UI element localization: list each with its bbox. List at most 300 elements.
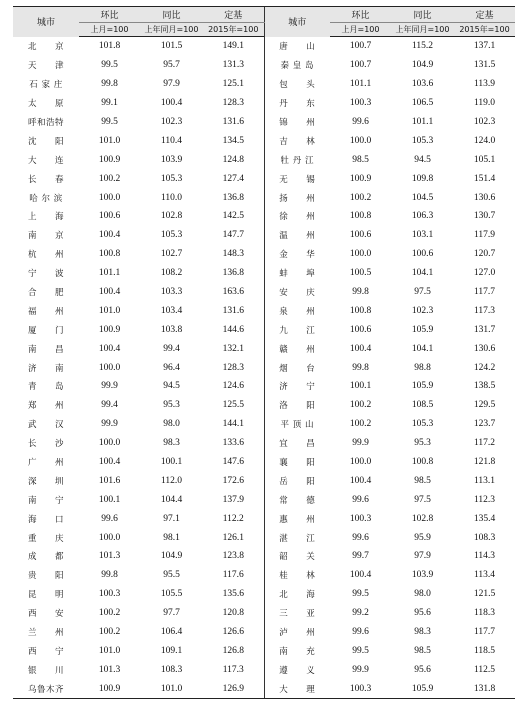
right-base-cell: 105.1 <box>473 154 496 165</box>
header-city-left: 城市 <box>13 7 79 37</box>
left-mom-cell: 101.3 <box>98 664 121 675</box>
left-mom-cell: 99.8 <box>101 570 118 581</box>
right-mom-cell: 100.0 <box>349 135 372 146</box>
right-mom-cell: 100.2 <box>349 400 372 411</box>
right-mom-cell: 100.6 <box>349 324 372 335</box>
left-mom-cell: 99.4 <box>101 400 118 411</box>
right-mom-cell: 100.9 <box>349 173 372 184</box>
left-city-cell: 昆 明 <box>27 590 64 601</box>
left-base-cell: 112.2 <box>222 513 244 524</box>
right-base-cell: 118.5 <box>473 645 496 656</box>
right-yoy-cell: 98.0 <box>414 589 431 600</box>
header-city-right: 城市 <box>264 7 330 37</box>
right-yoy-cell: 97.9 <box>414 551 431 562</box>
right-yoy-cell: 100.8 <box>411 457 434 468</box>
table-row <box>13 471 515 490</box>
left-mom-cell: 99.6 <box>101 513 118 524</box>
table-row <box>13 264 515 283</box>
right-yoy-cell: 103.1 <box>411 230 434 241</box>
left-mom-cell: 101.8 <box>98 41 121 52</box>
right-base-cell: 102.3 <box>473 117 496 127</box>
left-base-cell: 137.9 <box>222 494 244 505</box>
right-yoy-cell: 97.5 <box>414 287 431 298</box>
right-mom-cell: 100.7 <box>349 60 372 71</box>
left-mom-cell: 100.3 <box>98 589 121 600</box>
right-yoy-cell: 104.5 <box>411 192 434 203</box>
right-base-cell: 112.3 <box>473 494 496 505</box>
right-mom-cell: 100.2 <box>349 192 372 203</box>
right-yoy-cell: 105.9 <box>411 324 434 335</box>
left-base-cell: 136.8 <box>222 192 244 203</box>
left-mom-cell: 100.0 <box>98 362 121 373</box>
left-yoy-cell: 96.4 <box>163 362 180 373</box>
right-city-cell: 韶 关 <box>264 547 330 566</box>
subheader-base-right: 2015年=100 <box>454 23 515 37</box>
left-base-cell: 147.7 <box>222 230 244 241</box>
right-base-cell: 131.5 <box>473 60 496 71</box>
left-yoy-cell: 97.9 <box>163 79 180 90</box>
left-yoy-cell: 95.7 <box>163 60 180 71</box>
right-city-cell: 遵 义 <box>264 660 330 679</box>
subheader-yoy-right: 上年同月=100 <box>391 23 454 37</box>
table-row <box>13 660 515 679</box>
right-base-cell: 118.3 <box>473 608 496 619</box>
right-base-cell: 123.7 <box>473 419 496 430</box>
right-base-cell: 137.1 <box>473 41 496 52</box>
right-base-cell: 131.8 <box>454 679 515 698</box>
left-mom-cell: 101.0 <box>98 305 121 316</box>
left-base-cell: 117.3 <box>222 664 244 675</box>
table-row <box>13 679 515 698</box>
right-yoy-cell: 100.6 <box>411 249 434 260</box>
left-yoy-cell: 94.5 <box>163 381 180 392</box>
left-yoy-cell: 101.5 <box>160 41 183 52</box>
left-city-cell: 天 津 <box>27 61 64 72</box>
subheader-yoy-left: 上年同月=100 <box>140 23 203 37</box>
right-mom-cell: 99.2 <box>352 608 369 619</box>
right-mom-cell: 99.5 <box>352 645 369 656</box>
left-yoy-cell: 108.3 <box>160 664 183 675</box>
table-row <box>13 453 515 472</box>
left-yoy-cell: 100.1 <box>160 457 183 468</box>
right-yoy-cell: 98.8 <box>414 362 431 373</box>
right-yoy-cell: 95.6 <box>414 664 431 675</box>
left-mom-cell: 99.5 <box>101 60 118 71</box>
right-base-cell: 117.3 <box>473 305 496 316</box>
right-base-cell: 119.0 <box>473 98 496 109</box>
left-city-cell: 太 原 <box>27 99 64 110</box>
right-base-cell: 130.6 <box>473 343 496 354</box>
left-yoy-cell: 105.5 <box>160 589 183 600</box>
left-mom-cell: 100.6 <box>98 211 121 222</box>
right-yoy-cell: 94.5 <box>414 154 431 165</box>
table-row <box>13 528 515 547</box>
table-row <box>13 320 515 339</box>
right-city-cell: 北 海 <box>264 585 330 604</box>
table-row <box>13 547 515 566</box>
right-base-cell: 127.0 <box>473 268 496 279</box>
right-mom-cell: 101.1 <box>349 79 372 90</box>
right-base-cell: 113.1 <box>473 475 496 486</box>
table-row <box>13 434 515 453</box>
left-city-cell: 郑 州 <box>27 401 64 412</box>
table-row <box>13 490 515 509</box>
right-city-cell: 温 州 <box>264 226 330 245</box>
right-base-cell: 151.4 <box>473 173 496 184</box>
right-mom-cell: 99.5 <box>352 589 369 600</box>
left-city-cell: 厦 门 <box>27 325 64 336</box>
right-mom-cell: 100.0 <box>349 457 372 468</box>
table-row <box>13 75 515 94</box>
table-row <box>13 509 515 528</box>
left-yoy-cell: 102.7 <box>160 249 183 260</box>
left-base-cell: 136.8 <box>222 268 244 279</box>
left-mom-cell: 99.9 <box>101 419 118 430</box>
right-yoy-cell: 104.9 <box>411 60 434 71</box>
table-row <box>13 623 515 642</box>
right-yoy-cell: 104.1 <box>411 268 434 279</box>
right-yoy-cell: 109.8 <box>411 173 434 184</box>
left-base-cell: 131.6 <box>222 305 244 316</box>
right-yoy-cell: 95.3 <box>414 438 431 449</box>
right-yoy-cell: 102.8 <box>411 513 434 524</box>
left-yoy-cell: 98.1 <box>163 532 180 543</box>
header-mom-right: 环比 <box>330 7 391 23</box>
left-base-cell: 127.4 <box>222 173 244 184</box>
left-yoy-cell: 99.4 <box>163 343 180 354</box>
table-row <box>13 604 515 623</box>
right-mom-cell: 100.1 <box>349 381 372 392</box>
right-base-cell: 112.5 <box>473 664 496 675</box>
left-city-cell: 西 安 <box>27 609 64 620</box>
left-base-cell: 135.6 <box>222 589 244 600</box>
subheader-base-left: 2015年=100 <box>203 23 264 37</box>
right-yoy-cell: 97.5 <box>414 494 431 505</box>
left-mom-cell: 101.0 <box>98 135 121 146</box>
left-yoy-cell: 103.8 <box>160 324 183 335</box>
left-mom-cell: 99.9 <box>101 381 118 392</box>
left-city-cell: 沈 阳 <box>27 136 64 147</box>
right-city-cell: 九 江 <box>264 320 330 339</box>
table-row <box>13 566 515 585</box>
left-mom-cell: 99.8 <box>101 79 118 90</box>
right-city-cell: 宜 昌 <box>264 434 330 453</box>
right-mom-cell: 100.3 <box>349 98 372 109</box>
right-yoy-cell: 98.5 <box>414 645 431 656</box>
right-base-cell: 135.4 <box>473 513 496 524</box>
right-mom-cell: 100.3 <box>349 513 372 524</box>
right-city-cell: 泉 州 <box>264 301 330 320</box>
right-base-cell: 121.5 <box>473 589 496 600</box>
right-city-cell: 蚌 埠 <box>264 264 330 283</box>
left-city-cell: 重 庆 <box>27 533 64 544</box>
table-row <box>13 169 515 188</box>
left-city-cell: 长 沙 <box>27 439 64 450</box>
left-city-cell: 青 岛 <box>27 382 64 393</box>
table-row <box>13 207 515 226</box>
left-base-cell: 124.8 <box>222 154 244 165</box>
right-city-cell: 锦 州 <box>264 113 330 132</box>
right-yoy-cell: 103.9 <box>411 570 434 581</box>
left-yoy-cell: 105.3 <box>160 173 183 184</box>
right-city-cell: 包 头 <box>264 75 330 94</box>
right-city-cell: 三 亚 <box>264 604 330 623</box>
left-base-cell: 163.6 <box>222 287 244 298</box>
right-city-cell: 丹 东 <box>264 94 330 113</box>
right-base-cell: 121.8 <box>473 457 496 468</box>
right-yoy-cell: 103.6 <box>411 79 434 90</box>
header-base-left: 定基 <box>203 7 264 23</box>
right-mom-cell: 99.6 <box>352 532 369 543</box>
left-city-cell: 深 圳 <box>27 476 64 487</box>
left-base-cell: 117.6 <box>222 570 244 581</box>
right-city-cell: 安 庆 <box>264 283 330 302</box>
left-mom-cell: 101.1 <box>98 268 121 279</box>
left-base-cell: 128.3 <box>222 98 244 109</box>
right-base-cell: 117.7 <box>473 287 496 298</box>
left-mom-cell: 100.0 <box>98 438 121 449</box>
left-mom-cell: 100.2 <box>98 608 121 619</box>
right-base-cell: 117.9 <box>473 230 496 241</box>
right-city-cell: 扬 州 <box>264 188 330 207</box>
left-mom-cell: 100.1 <box>98 494 121 505</box>
right-city-cell: 桂 林 <box>264 566 330 585</box>
left-base-cell: 131.6 <box>222 117 244 127</box>
left-yoy-cell: 110.0 <box>160 192 183 203</box>
left-yoy-cell: 103.3 <box>160 287 183 298</box>
table-row <box>13 585 515 604</box>
left-base-cell: 125.5 <box>222 400 244 411</box>
left-base-cell: 132.1 <box>222 343 244 354</box>
right-city-cell: 南 充 <box>264 642 330 661</box>
table-row <box>13 56 515 75</box>
left-base-cell: 128.3 <box>222 362 244 373</box>
left-base-cell: 149.1 <box>222 41 244 52</box>
right-yoy-cell: 95.6 <box>414 608 431 619</box>
right-yoy-cell: 104.1 <box>411 343 434 354</box>
left-base-cell: 172.6 <box>222 475 244 486</box>
right-mom-cell: 100.2 <box>349 419 372 430</box>
left-yoy-cell: 112.0 <box>160 475 183 486</box>
left-yoy-cell: 95.3 <box>163 400 180 411</box>
left-base-cell: 144.6 <box>222 324 244 335</box>
right-mom-cell: 100.0 <box>349 249 372 260</box>
right-city-cell: 赣 州 <box>264 339 330 358</box>
header-yoy-left: 同比 <box>140 7 203 23</box>
right-base-cell: 130.7 <box>473 211 496 222</box>
right-yoy-cell: 115.2 <box>411 41 434 52</box>
left-city-cell: 贵 阳 <box>27 571 64 582</box>
right-city-cell: 常 德 <box>264 490 330 509</box>
right-city-cell: 秦 皇 岛 <box>264 56 330 75</box>
right-city-cell: 惠 州 <box>264 509 330 528</box>
right-city-cell: 金 华 <box>264 245 330 264</box>
table-row <box>13 301 515 320</box>
left-city-cell: 合 肥 <box>27 288 64 299</box>
right-yoy-cell: 101.1 <box>411 117 434 127</box>
right-mom-cell: 99.9 <box>352 438 369 449</box>
table-row <box>13 642 515 661</box>
table-row <box>13 396 515 415</box>
right-yoy-cell: 105.3 <box>411 135 434 146</box>
left-yoy-cell: 103.9 <box>160 154 183 165</box>
left-yoy-cell: 95.5 <box>163 570 180 581</box>
right-city-cell: 洛 阳 <box>264 396 330 415</box>
left-city-cell: 兰 州 <box>27 628 64 639</box>
left-city-cell: 南 京 <box>27 231 64 242</box>
left-city-cell: 呼和浩特 <box>27 118 64 128</box>
left-mom-cell: 100.9 <box>79 679 140 698</box>
table-row <box>13 339 515 358</box>
left-city-cell: 成 都 <box>27 552 64 563</box>
table-row <box>13 131 515 150</box>
left-city-cell: 海 口 <box>27 514 64 525</box>
left-base-cell: 126.6 <box>222 627 244 638</box>
table-header <box>13 7 515 37</box>
right-city-cell: 吉 林 <box>264 131 330 150</box>
right-yoy-cell: 98.3 <box>414 627 431 638</box>
right-base-cell: 129.5 <box>473 400 496 411</box>
header-yoy-right: 同比 <box>391 7 454 23</box>
left-base-cell: 126.9 <box>203 679 264 698</box>
left-base-cell: 142.5 <box>222 211 244 222</box>
left-base-cell: 126.1 <box>222 532 244 543</box>
left-yoy-cell: 104.9 <box>160 551 183 562</box>
right-mom-cell: 100.8 <box>349 305 372 316</box>
left-city-cell: 哈 尔 滨 <box>29 193 63 204</box>
subheader-mom-left: 上月=100 <box>79 23 140 37</box>
left-base-cell: 125.1 <box>222 79 244 90</box>
right-yoy-cell: 105.3 <box>411 419 434 430</box>
left-city-cell: 大 连 <box>27 155 64 166</box>
table-body <box>13 37 515 699</box>
table-row <box>13 37 515 56</box>
left-city-cell: 杭 州 <box>27 250 64 261</box>
right-city-cell: 湛 江 <box>264 528 330 547</box>
right-mom-cell: 99.7 <box>352 551 369 562</box>
left-mom-cell: 101.6 <box>98 475 121 486</box>
left-yoy-cell: 110.4 <box>160 135 183 146</box>
right-city-cell: 无 锡 <box>264 169 330 188</box>
right-city-cell: 襄 阳 <box>264 453 330 472</box>
right-city-cell: 唐 山 <box>264 37 330 56</box>
left-city-cell: 石 家 庄 <box>29 80 63 91</box>
right-city-cell: 大 理 <box>264 679 330 698</box>
right-city-cell: 牡 丹 江 <box>264 150 330 169</box>
right-mom-cell: 100.7 <box>349 41 372 52</box>
left-yoy-cell: 104.4 <box>160 494 183 505</box>
left-city-cell: 上 海 <box>27 212 64 223</box>
right-yoy-cell: 105.9 <box>391 679 454 698</box>
right-base-cell: 117.7 <box>473 627 496 638</box>
left-yoy-cell: 103.4 <box>160 305 183 316</box>
left-mom-cell: 100.2 <box>98 627 121 638</box>
left-yoy-cell: 101.0 <box>140 679 203 698</box>
left-yoy-cell: 100.4 <box>160 98 183 109</box>
left-mom-cell: 100.9 <box>98 154 121 165</box>
left-yoy-cell: 97.1 <box>163 513 180 524</box>
right-mom-cell: 99.8 <box>352 362 369 373</box>
left-city-cell: 乌鲁木齐 <box>13 679 79 698</box>
left-base-cell: 123.8 <box>222 551 244 562</box>
price-index-table <box>13 6 515 699</box>
right-base-cell: 130.6 <box>473 192 496 203</box>
table-row <box>13 226 515 245</box>
right-mom-cell: 100.8 <box>349 211 372 222</box>
left-mom-cell: 100.0 <box>98 192 121 203</box>
left-base-cell: 148.3 <box>222 249 244 260</box>
left-city-cell: 西 宁 <box>27 646 64 657</box>
table-row <box>13 150 515 169</box>
table-row <box>13 283 515 302</box>
table-row <box>13 358 515 377</box>
right-base-cell: 124.2 <box>473 362 496 373</box>
left-city-cell: 南 宁 <box>27 495 64 506</box>
left-yoy-cell: 106.4 <box>160 627 183 638</box>
right-mom-cell: 100.3 <box>330 679 391 698</box>
left-city-cell: 北 京 <box>27 42 64 53</box>
right-yoy-cell: 106.3 <box>411 211 434 222</box>
left-city-cell: 广 州 <box>27 458 64 469</box>
price-index-table-container <box>13 6 514 699</box>
left-base-cell: 120.8 <box>222 608 244 619</box>
left-mom-cell: 99.5 <box>101 117 118 127</box>
left-city-cell: 福 州 <box>27 306 64 317</box>
right-base-cell: 117.2 <box>473 438 496 449</box>
left-mom-cell: 100.4 <box>98 287 121 298</box>
right-base-cell: 114.3 <box>473 551 496 562</box>
left-yoy-cell: 102.3 <box>160 117 183 127</box>
left-city-cell: 南 昌 <box>27 344 64 355</box>
header-mom-left: 环比 <box>79 7 140 23</box>
left-mom-cell: 100.4 <box>98 457 121 468</box>
left-base-cell: 134.5 <box>222 135 244 146</box>
right-city-cell: 烟 台 <box>264 358 330 377</box>
table-row <box>13 94 515 113</box>
table-row <box>13 188 515 207</box>
left-base-cell: 144.1 <box>222 419 244 430</box>
right-city-cell: 平 顶 山 <box>264 415 330 434</box>
right-base-cell: 120.7 <box>473 249 496 260</box>
left-mom-cell: 100.2 <box>98 173 121 184</box>
left-yoy-cell: 97.7 <box>163 608 180 619</box>
left-city-cell: 济 南 <box>27 363 64 374</box>
right-base-cell: 124.0 <box>473 135 496 146</box>
left-yoy-cell: 102.8 <box>160 211 183 222</box>
right-yoy-cell: 95.9 <box>414 532 431 543</box>
left-yoy-cell: 105.3 <box>160 230 183 241</box>
right-city-cell: 济 宁 <box>264 377 330 396</box>
left-yoy-cell: 109.1 <box>160 645 183 656</box>
left-mom-cell: 100.0 <box>98 532 121 543</box>
left-city-cell: 银 川 <box>27 665 64 676</box>
right-mom-cell: 99.6 <box>352 494 369 505</box>
left-city-cell: 长 春 <box>27 174 64 185</box>
left-mom-cell: 100.9 <box>98 324 121 335</box>
right-mom-cell: 100.5 <box>349 268 372 279</box>
right-yoy-cell: 98.5 <box>414 475 431 486</box>
right-yoy-cell: 108.5 <box>411 400 434 411</box>
right-yoy-cell: 106.5 <box>411 98 434 109</box>
right-yoy-cell: 102.3 <box>411 305 434 316</box>
left-mom-cell: 101.0 <box>98 645 121 656</box>
left-mom-cell: 100.4 <box>98 230 121 241</box>
left-mom-cell: 101.3 <box>98 551 121 562</box>
right-mom-cell: 99.8 <box>352 287 369 298</box>
left-mom-cell: 100.4 <box>98 343 121 354</box>
left-city-cell: 宁 波 <box>27 269 64 280</box>
right-mom-cell: 99.6 <box>352 627 369 638</box>
